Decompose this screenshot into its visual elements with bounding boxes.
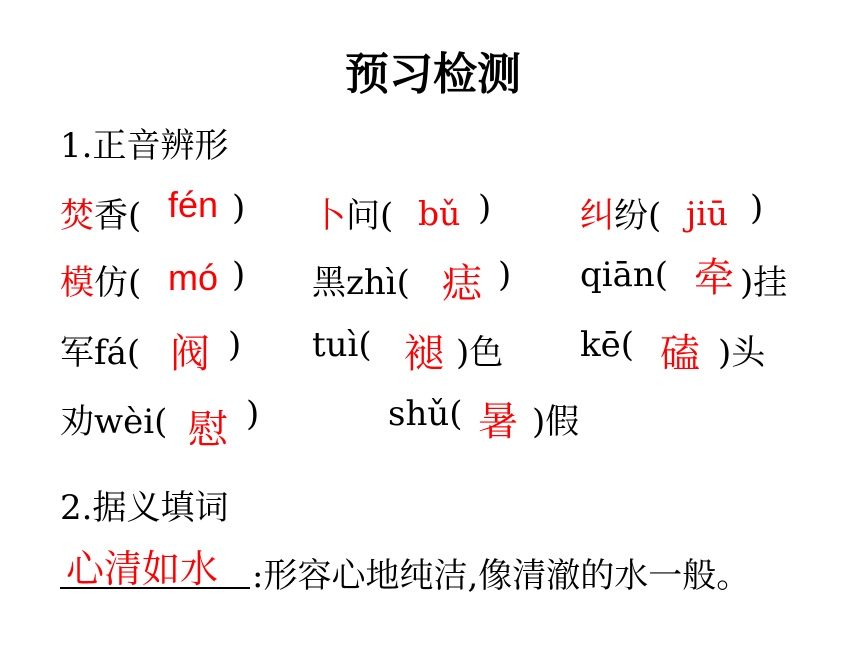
item-text: 问( (346, 196, 394, 236)
paren-close: )挂 (740, 263, 788, 303)
answer-shu: 暑 (478, 399, 518, 445)
item-text: 仿( (94, 263, 142, 303)
answer-bu: bǔ (418, 194, 461, 233)
paren-close: ) (750, 188, 764, 228)
answer-qian: 牵 (694, 255, 734, 301)
item-ke-pre: kē( (580, 325, 634, 365)
paren-close: ) (232, 188, 246, 228)
fill-answer: 心清如水 (66, 547, 219, 591)
paren-close: )色 (456, 333, 504, 373)
item-jiu (580, 188, 661, 237)
answer-jiu: jiū (686, 194, 729, 233)
answer-tui: 褪 (404, 331, 444, 377)
target-char: 纠 (580, 196, 614, 236)
item-tui-pre: tuì( (312, 325, 372, 365)
answer-ke: 磕 (660, 331, 700, 377)
item-bu (312, 188, 393, 237)
answer-wei: 慰 (188, 407, 228, 453)
answer-zhi: 痣 (442, 261, 482, 307)
paren-close: )头 (718, 333, 766, 373)
fill-blank-line (60, 587, 250, 589)
paren-close: ) (228, 325, 242, 365)
paren-close: ) (232, 255, 246, 295)
target-char: 焚 (60, 196, 94, 236)
item-text: 纷( (614, 196, 662, 236)
item-fa-pre: 军fá( (60, 333, 141, 373)
target-char: 模 (60, 263, 94, 303)
paren-close: ) (246, 394, 260, 434)
section-2-heading: 2.据义填词 (60, 488, 229, 528)
item-qian-pre: qiān( (580, 255, 669, 295)
item-fen (60, 188, 141, 237)
item-mo (60, 255, 141, 304)
item-wei-pre: 劝wèi( (60, 402, 168, 442)
item-shu-pre: shǔ( (388, 394, 463, 434)
paren-close: )假 (532, 402, 580, 442)
paren-close: ) (478, 188, 492, 228)
answer-fa: 阀 (170, 331, 210, 377)
answer-mo: mó (168, 257, 219, 298)
definition-text: :形容心地纯洁,像清澈的水一般。 (252, 556, 751, 596)
page-title: 预习检测 (345, 49, 521, 100)
target-char: 卜 (312, 196, 346, 236)
answer-fen: fén (168, 184, 219, 225)
section-1-heading: 1.正音辨形 (60, 126, 229, 166)
paren-close: ) (498, 255, 512, 295)
item-text: 香( (94, 196, 142, 236)
item-zhi-pre: 黑zhì( (312, 263, 410, 303)
